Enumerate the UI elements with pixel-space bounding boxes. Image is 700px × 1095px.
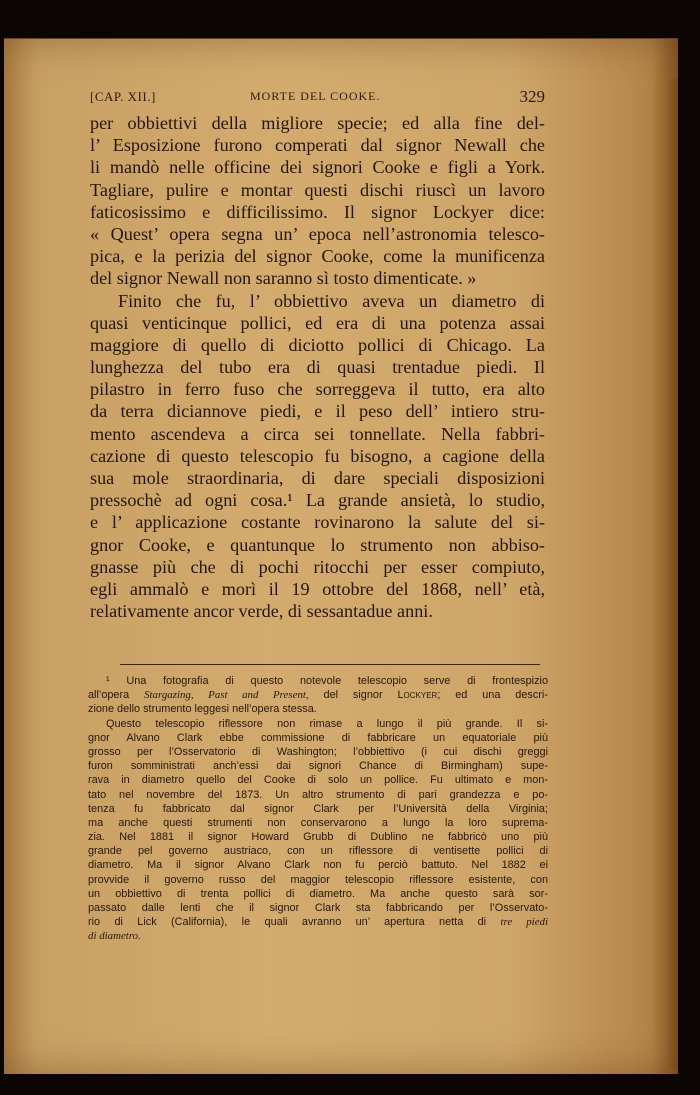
footnotes (88, 674, 548, 944)
body-line: « Quest’ opera segna un’ epoca nell’astronomia telesco- (90, 223, 545, 244)
footnote-line: grosso per l’Osservatorio di Washington; l’obbiettivo (i cui dischi greggi (88, 745, 548, 758)
body-line: del signor Newall non saranno sì tosto dimenticate. » (90, 268, 477, 289)
footnote-line: provvide il governo russo del maggior telescopio riflessore esistente, con (88, 873, 548, 886)
body-line: Finito che fu, l’ obbiettivo aveva un diametro di (118, 290, 545, 311)
body-line: da terra diciannove piedi, e il peso dell’ intiero stru- (90, 401, 545, 422)
body-line: per obbiettivi della migliore specie; ed alla fine del- (90, 113, 545, 133)
body-line: relativamente ancor verde, di sessantadue anni. (90, 601, 433, 622)
body-line: quasi venticinque pollici, ed era di una potenza assai (90, 312, 545, 333)
italic-phrase: di diametro. (88, 930, 141, 943)
footnote-line: ¹ Una fotografia di questo notevole telescopio serve di frontespizio (106, 675, 548, 687)
running-title: MORTE DEL COOKE. (250, 89, 381, 103)
body-line: l’ Esposizione furono comperati dal signor Newall che (90, 135, 545, 156)
footnote-line: Questo telescopio riflessore non rimase a lungo il più grande. Il si- (106, 717, 548, 730)
chapter-label: [CAP. XII.] (90, 89, 156, 104)
footnote-line: rio di Lick (California), le quali avranno un’ apertura netta di tre piedi (88, 916, 548, 929)
page-number: 329 (519, 87, 545, 106)
footnote-line: tato nel novembre del 1873. Un altro strumento di pari grandezza e po- (88, 788, 548, 801)
footnote-line: diametro. Ma il signor Alvano Clark non fu perciò battuto. Nel 1882 ei (88, 859, 548, 872)
body-line: pressochè ad ogni cosa.¹ La grande ansietà, lo studio, (90, 490, 545, 511)
body-text (90, 112, 545, 622)
body-line: Tagliare, pulire e montar questi dischi riuscì un lavoro (90, 179, 545, 200)
running-header (90, 87, 545, 109)
body-line: mento ascendeva a circa sei tonnellate. Nella fabbri- (90, 423, 545, 444)
body-line: pica, e la perizia del signor Cooke, come la munificenza (90, 246, 545, 267)
footnote-line: tenza fu fabbricato dal signor Clark per l’Università della Virginia; (88, 802, 548, 815)
body-line: pilastro in ferro fuso che sorreggeva il tutto, era alto (90, 379, 545, 400)
body-line: gnor Cooke, e quantunque lo strumento non abbiso- (90, 534, 545, 555)
footnote-line: un obbiettivo di trenta pollici di diametro. Ma anche questo sarà sor- (88, 887, 548, 900)
italic-phrase: tre piedi (500, 916, 548, 929)
footnote-line: zia. Nel 1881 il signor Howard Grubb di Dublino ne fabbricò uno più (88, 831, 548, 844)
body-line: lunghezza del tubo era di quasi trentadue piedi. Il (90, 357, 545, 378)
body-line: cazione di questo telescopio fu bisogno, a cagione della (90, 445, 545, 466)
author-name: Lockyer (397, 689, 438, 702)
body-line: egli ammalò e morì il 19 ottobre del 1868, nell’ età, (90, 578, 545, 599)
footnote-line: furon somministrati anch’essi dai signori Chance di Birmingham) supe- (88, 760, 548, 773)
footnote-line: grande pel governo austriaco, con un riflessore di ventisette pollici di (88, 845, 548, 858)
body-line: e l’ applicazione costante rovinarono la salute del si- (90, 512, 545, 533)
footnote-line: ma anche questi strumenti non conservarono a lungo la loro suprema- (88, 816, 548, 829)
body-line: sua mole straordinaria, di dare speciali disposizioni (90, 468, 545, 488)
body-line: maggiore di quello di diciotto pollici di Chicago. La (90, 334, 545, 355)
footnote-rule (120, 664, 540, 665)
footnote-line: gnor Alvano Clark ebbe commissione di fabbricare un equatoriale più (88, 731, 548, 744)
footnote-line: all’opera Stargazing, Past and Present, del signor Lockyer; ed una descri- (88, 689, 548, 702)
book-title: Stargazing, Past and Present, (144, 689, 309, 702)
footnote-line: rava in diametro quello del Cooke di solo un pollice. Fu ultimato e mon- (88, 774, 548, 787)
body-line: li mandò nelle officine dei signori Cooke e figli a York. (90, 157, 545, 178)
body-line: faticosissimo e difficilissimo. Il signor Lockyer dice: (90, 201, 545, 222)
footnote-line: passato dalle lenti che il signor Clark sta fabbricando per l’Osservato- (88, 902, 548, 914)
body-line: gnasse più che di pochi ritocchi per esser compiuto, (90, 556, 545, 577)
footnote-line (88, 929, 548, 943)
footnote-line: zione dello strumento leggesi nell’opera stessa. (88, 703, 317, 716)
